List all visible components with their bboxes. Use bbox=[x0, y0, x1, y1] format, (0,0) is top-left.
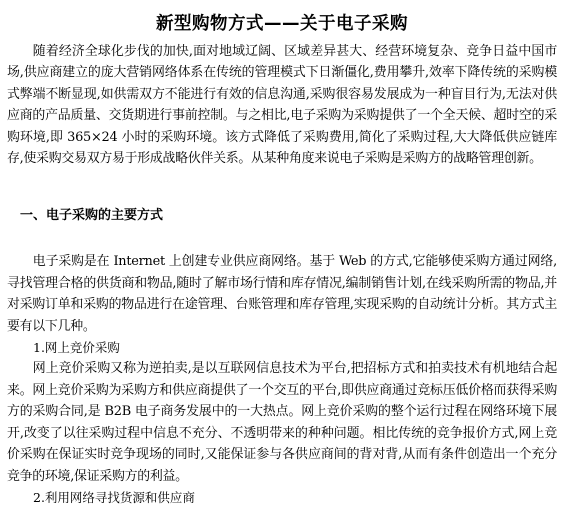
intro-paragraph: 随着经济全球化步伐的加快,面对地域辽阔、区域差异甚大、经营环境复杂、竞争日益中国市场,供应商建立的庞大营销网络体系在传统的管理模式下日渐僵化,费用攀升,效率下降传统的采购模式弊端不断显现,如供需双方不能进行有效的信息沟通,采购很容易发展成为一种盲目行为,无法对供应商的产品质量、交货期进行事前控制。与之相比,电子采购为采购提供了一个全天候、超时空的采购环境,即 365×24 小时的采购环境。该方式降低了采购费用,简化了采购过程,大大降低供应链库存,使采购交易双方易于形成战略伙伴关系。从某种角度来说电子采购是采购方的战略管理创新。 bbox=[7, 44, 557, 167]
section-paragraph: 电子采购是在 Internet 上创建专业供应商网络。基于 Web 的方式,它能够使采购方通过网络,寻找管理合格的供货商和物品,随时了解市场行情和库存情况,编制销售计划,在线采购所需的物品,并对采购订单和采购的物品进行在途管理、台账管理和库存管理,实现采购的自动统计分析。其方式主要有以下几种。 bbox=[7, 254, 557, 334]
subheading-network-sourcing: 2.利用网络寻找货源和供应商 bbox=[33, 489, 195, 505]
document-title: 新型购物方式——关于电子采购 bbox=[156, 14, 408, 34]
subheading-online-bidding: 1.网上竞价采购 bbox=[33, 340, 120, 356]
online-bidding-paragraph: 网上竞价采购又称为逆拍卖,是以互联网信息技术为平台,把招标方式和拍卖技术有机地结合起来。网上竞价采购为采购方和供应商提供了一个交互的平台,即供应商通过竞标压低价格而获得采购方的采购合同,是 B2B 电子商务发展中的一大热点。网上竞价采购的整个运行过程在网络环境下展开,改变了以往采购过程中信息不充分、不透明带来的种种问题。相比传统的竞争报价方式,网上竞价采购在保证实时竞争现场的同时,又能保证参与各供应商间的背对背,从而有条件创造出一个充分竞争的环境,保证采购方的利益。 bbox=[7, 361, 557, 484]
section-heading: 一、电子采购的主要方式 bbox=[20, 208, 164, 224]
